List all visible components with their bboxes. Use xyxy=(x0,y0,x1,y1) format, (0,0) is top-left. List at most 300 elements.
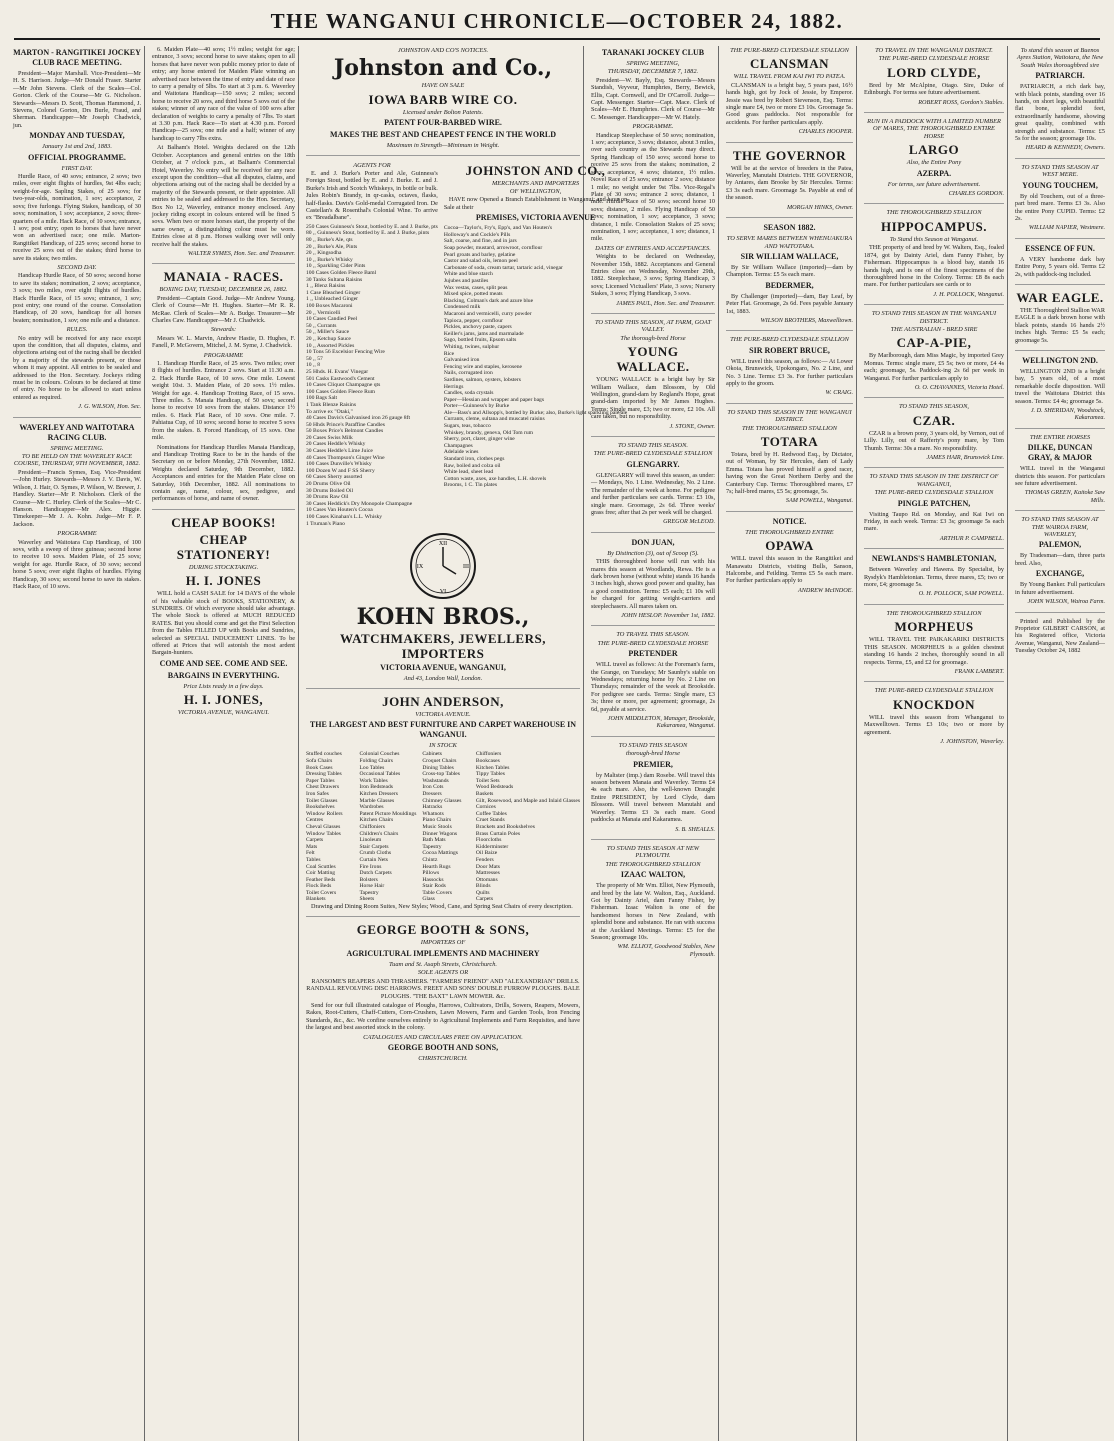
stock-item: 20 ,, Ketchup Sauce xyxy=(306,335,351,342)
booth-sig2: CHRISTCHURCH. xyxy=(418,1054,468,1062)
column-3 xyxy=(303,46,628,1441)
totara-title: TOTARA xyxy=(760,434,819,449)
goods-item: Keiller's jams, jams and marmalade xyxy=(443,330,524,337)
stock-item: 10 Tons 56 Excelsior Fencing Wire xyxy=(306,349,385,356)
stock-item: 1 ,, Blenz Raisins xyxy=(306,283,346,290)
knockdon-title: KNOCKDON xyxy=(893,696,975,712)
stock-item: 10 Cases Cliquot Champagne qts xyxy=(306,382,381,389)
goods-item: Salt, coarse, and fine, and in jars xyxy=(443,238,517,245)
furniture-item: Stair Rods xyxy=(422,883,446,890)
furniture-item: Chimney Glasses xyxy=(422,797,462,804)
furniture-item: Croquet Chairs xyxy=(422,758,457,764)
furniture-item: Carpets xyxy=(306,837,324,844)
booth-addr: Tuam and St. Asaph Streets, Christchurch. xyxy=(388,960,498,968)
morpheus-signature: FRANK LAMBERT. xyxy=(954,667,1004,675)
furniture-item: Occasional Tables xyxy=(359,771,401,778)
furniture-item: Cruet Stands xyxy=(475,817,505,824)
clansman-heading: THE PURE-BRED CLYDESDALE STALLION xyxy=(730,47,849,54)
furniture-item: Kidderminster xyxy=(475,843,509,850)
jones-sig-addr: VICTORIA AVENUE, WANGANUI. xyxy=(177,709,270,717)
stock-item: 30 Drums Boiled Oil xyxy=(306,487,354,494)
paddock-sub: Also, the Entire Pony xyxy=(906,159,962,167)
pingle-text: Visiting Taupo Rd. on Monday, and Kai Iwi on Friday, in each week. Terms: £3 3s; groomage 5s each mare. xyxy=(864,510,1004,533)
goods-item: Ale—Bass's and Allsopp's, bottled by Burke; also, Burke's light sparkling pale ale xyxy=(443,409,628,416)
waverley-programme: PROGRAMME xyxy=(57,530,97,538)
goods-item: Holloway's and Cockle's Pills xyxy=(443,231,511,238)
furniture-item: Dressing Tables xyxy=(306,771,342,778)
capapie-sub: THE AUSTRALIAN - BRED SIRE xyxy=(890,325,978,333)
notice-name: OPAWA xyxy=(765,538,814,554)
first-day: FIRST DAY. xyxy=(61,164,93,172)
jc-makes: MAKES THE BEST AND CHEAPEST FENCE IN THE WORLD xyxy=(330,130,556,140)
totara-ad xyxy=(726,409,853,512)
furniture-item: Cheval Glasses xyxy=(306,823,341,830)
printer-imprint xyxy=(1015,618,1105,661)
marton-ad xyxy=(13,48,141,418)
pingle-ad xyxy=(864,473,1004,549)
wallace-text: YOUNG WALLACE is a bright bay by Sir William Wallace, dam Blossom, by Old Wellington, grand-dam by Regland's Hope, great grand-dam imported by Mr James Hughes. Terms: Single mare, £3; two or more, £2 10s. All care taken, but no responsibility. xyxy=(591,376,715,421)
bedrmer-text: By Challenger (imported)—dam, Bay Leaf, by Peter Flat. Groomage, 2s 6d. Fees payable January 1st, 1883. xyxy=(726,292,853,315)
wallace2-title: SIR WILLIAM WALLACE, xyxy=(740,251,839,261)
furniture-item: Bolsters xyxy=(359,876,378,883)
taranaki-dates-text: Weights to be declared on Wednesday, November 15th, 1882. Acceptances and General Entries close on Wednesday, November 29th, 1882. Steeplechase, 3 sovs; Spring Handicap, 3 sovs; Licensed Victuallers' Plate, 3 sovs; Nursery Stakes, 3 sovs; Flying Handicap, 3 sovs. xyxy=(591,253,715,298)
booth-ad xyxy=(306,922,580,1067)
svg-text:III: III xyxy=(463,564,469,571)
capapie-ad xyxy=(864,310,1004,398)
column-4 xyxy=(588,46,719,1441)
palemon-also: EXCHANGE, xyxy=(1035,569,1085,579)
stock-item: 10 ,, Assorted Pickles xyxy=(306,342,355,349)
furniture-item: Cabinets xyxy=(422,751,442,758)
clyde-heading: TO TRAVEL IN THE WANGANUI DISTRICT. xyxy=(875,47,993,54)
jc2-title: JOHNSTON AND CO., xyxy=(465,162,606,178)
furniture-item: Cornices xyxy=(475,804,496,811)
youngtouchem-text: By old Touchem, out of a three-part bred mare. Terms £3 3s. Also the entire Pony CUPID. Terms: £2 2s. xyxy=(1015,192,1105,222)
knockdon-heading: THE PURE-BRED CLYDESDALE STALLION xyxy=(874,687,994,695)
stock-item: 50 ,, 57 xyxy=(306,355,323,362)
goods-item: White and blue starch xyxy=(443,271,493,278)
goods-item: Candles, soda crystals xyxy=(443,390,494,397)
manaia-title: MANAIA - RACES. xyxy=(163,269,284,285)
furniture-item: Cross-top Tables xyxy=(422,771,460,778)
season-ad xyxy=(726,223,853,331)
furniture-item: Kitchen Dressers xyxy=(359,790,398,797)
furniture-item: Crumb Cloths xyxy=(359,850,392,857)
pretender-heading: TO TRAVEL THIS SEASON. xyxy=(616,631,690,639)
manaia-text: 1. Handicap Hurdle Race, of 25 sovs. Two miles; over 8 flights of hurdles. Entrance 2 sovs. Start at 11.30 a.m. 2. Hack Hurdle Race, of 10 sovs. One mile. Lowest weight 10st. 3. Maiden Plate, of 20 sovs. 1½ miles. Weight for age. 4. Handicap Trotting Race, of 15 sovs. Three miles. 5. Manaia Handicap, of 50 sovs; second horse to receive 10 sovs from the stakes. Distance 1½ miles. 6. Hack Flat Race, of 10 sovs. One mile. 7. Pahiatua Cup, of 10 sovs; second horse to receive 5 sovs from the stakes. 8. Forced Handicap, of 15 sovs. One mile. xyxy=(152,360,295,442)
wallace-ad xyxy=(591,319,715,437)
jones-text: WILL hold a CASH SALE for 14 DAYS of the whole of his valuable stock of BOOKS, STATIONERY, & SUNDRIES. Of which everyone should take advantage. The whole Stock is offered at MUCH REDUCED RATES. But you should come and get the First Selection from the Tables FILLED UP with Books and Sundries, selected as SPECIAL INDUCEMENT LINES. To be offered at Prices that will astonish the most ardent Bargain-hunters. xyxy=(152,590,295,657)
jc2-premises: PREMISES, VICTORIA AVENUE xyxy=(475,213,596,223)
pretender-title: PRETENDER xyxy=(628,649,678,659)
manaia-programme: PROGRAMME xyxy=(203,351,244,359)
stock-item: 10 Cases Candied Peel xyxy=(306,316,358,323)
furniture-item: Horse Hair xyxy=(359,883,385,890)
stock-item: 20 Cases Swiss Milk xyxy=(306,434,353,441)
taranaki-officers: President—W. Bayly, Esq. Stewards—Messrs Standish, Veyveur, Humphries, Berry, Bewick, Ellis, Capt. Cornwell, and Dr O'Carroll. Judge—Capt. Messenger. Starter—Capt. Mace. Clerk of Scales—Mr E. Humphries. Clerk of Course—Mr C. Messenger. Handicapper—Mr W. Hately. xyxy=(591,76,715,121)
furniture-item: Toilet Sets xyxy=(475,777,500,784)
governor-title: THE GOVERNOR xyxy=(732,147,847,163)
jones-come: COME AND SEE. COME AND SEE. xyxy=(159,658,288,668)
goods-item: Cocoa—Taylor's, Fry's, Epp's, and Van Houten's xyxy=(443,225,553,232)
pretender-sub: THE PURE-BRED CLYDESDALE HORSE xyxy=(597,639,709,647)
anderson-stock: IN STOCK xyxy=(429,742,457,749)
war-eagle-ad xyxy=(1015,290,1105,351)
manaia-stewards: Messrs W. L. Marvin, Andrew Hastie, D. Hughes, F. Fanell, P. McGovern, Mitchel, J. M. Syme, J. Chadwick. xyxy=(152,334,295,350)
booth-sub: IMPORTERS OF xyxy=(420,939,466,947)
wallace2-text: By Sir William Wallace (imported)—dam by Champion. Terms: £5 5s each mare. xyxy=(726,263,853,279)
marton-title: MARTON - RANGITIKEI JOCKEY CLUB RACE MEETING. xyxy=(13,48,141,67)
furniture-item: Glass xyxy=(422,896,435,903)
goods-item: Herrings xyxy=(443,383,464,390)
stock-item: 10 Cases Van Houten's Cocoa xyxy=(306,507,373,514)
furniture-item: Gilt, Rosewood, and Maple and Inlaid Glasses xyxy=(475,797,580,804)
second-day: SECOND DAY. xyxy=(57,263,97,271)
morpheus-heading: THE THOROUGHBRED STALLION xyxy=(886,609,982,617)
goods-item: Paper—Hessian and wrapper and paper bags xyxy=(443,396,545,403)
taranaki-signature: JAMES PAUL, Hon. Sec. and Treasurer. xyxy=(616,299,715,307)
governor-signature: MORGAN HINKS, Owner. xyxy=(787,203,853,211)
booth-title: GEORGE BOOTH & SONS, xyxy=(356,922,530,938)
furniture-item: Mattresses xyxy=(475,870,500,877)
stock-item: 100 Cases Golden Fleece Baml xyxy=(306,270,377,277)
robert-title: SIR ROBERT BRUCE, xyxy=(749,345,830,355)
hippo-text: THE property of and bred by W. Walters, Esq., foaled 1874, got by Dainty Ariel, dam Fanny Fisher, by Fisherman. Hippocampus is a blood bay, stands 16 hands high, and is one of the finest specimens of the thoroughbred horse in the Colony. Terms: £8 8s each mare. For further particulars see cards or to xyxy=(864,244,1004,289)
paddock-name: LARGO xyxy=(908,142,960,158)
bedrmer-title: BEDERMER, xyxy=(765,280,814,290)
clansman-text: CLANSMAN is a bright bay, 5 years past, 16½ hands high, got by Jock of Jessie, by Emperor. Jessie was bred by Robert Stevenson, Esq. Terms: single mare £4, two or more £3 10s. Groomage 5s. Good grass paddocks. Not responsible for accidents. For further particulars apply. xyxy=(726,81,853,126)
youngtouchem-signature: WILLIAM NAPIER, Westmere. xyxy=(1028,224,1105,232)
furniture-item: Tippy Tables xyxy=(475,771,505,778)
furniture-item: Iron Safes xyxy=(306,790,329,797)
manaia-officers: President—Captain Good. Judge—Mr Andrew Young. Clerk of Course—Mr H. Hughes. Starter—Mr R. R. McRae. Clerk of Scales—Mr A. Budge. Treasurer—Mr Charles Caw. Handicapper—Mr J. Chadwick. xyxy=(152,294,295,324)
kohn-sub: WATCHMAKERS, JEWELLERS, IMPORTERS xyxy=(340,631,546,662)
anderson-sub: THE LARGEST AND BEST FURNITURE AND CARPET WAREHOUSE IN WANGANUI. xyxy=(309,720,577,739)
clansman-title: CLANSMAN xyxy=(749,56,830,72)
hambletonian-title: NEWLANDS'S HAMBLETONIAN, xyxy=(871,554,997,564)
goods-item: Cotton waste, axes, axe handles, L.H. shovels xyxy=(443,475,547,482)
booth-sub2: AGRICULTURAL IMPLEMENTS AND MACHINERY xyxy=(346,948,540,958)
glengarry-sub: THE PURE-BRED CLYDESDALE STALLION xyxy=(593,450,713,458)
furniture-item: Chest Drawers xyxy=(306,784,340,791)
goods-item: Wax vestas, cases, split peas xyxy=(443,284,508,291)
second-day-text: Handicap Hurdle Race, of 50 sovs; second horse to save its stakes; nomination, 2 sovs; acceptance, 3 sovs; two miles, over eight flights of hurdles. Hack Hurdle Race, of 15 sovs; entrance, 1 sov; post entry; one round of the course. Consolation Handicap, of 20 sovs, handicap for all horses beaten; nomination, 1 sov; one mile and a distance. xyxy=(13,272,141,324)
stock-item: 10 ,, 8 xyxy=(306,362,320,369)
waverley-ad xyxy=(13,423,141,597)
furniture-item: Ottomans xyxy=(475,876,498,883)
goods-item: Sugars, teas, tobacco xyxy=(443,423,491,430)
furniture-item: Window Tables xyxy=(306,830,341,837)
knockdon-ad xyxy=(864,687,1004,751)
taranaki-programme: PROGRAMME. xyxy=(632,123,674,131)
glengarry-signature: GREGOR McLEOD. xyxy=(663,518,715,526)
booth-agents: SOLE AGENTS OR xyxy=(417,969,469,977)
stock-item: 80 ,, Burke's Ale, qts xyxy=(306,237,353,244)
hippo-signature: J. H. POLLOCK, Wanganui. xyxy=(933,290,1004,298)
furniture-item: Cocoa Mattings xyxy=(422,850,458,857)
columns xyxy=(10,46,1104,1441)
dilke-text: WILL travel in the Wanganui districts this season. For particulars see future advertisement. xyxy=(1015,465,1105,488)
wallace-title: YOUNG WALLACE. xyxy=(616,344,690,375)
jc-wire: IOWA BARB WIRE CO. xyxy=(368,91,518,107)
glengarry-heading: TO STAND THIS SEASON. xyxy=(617,442,689,450)
stock-item: 20 ,, Kingsodha xyxy=(306,250,342,257)
booth-text: Send for our full illustrated catalogue of Ploughs, Harrows, Cultivators, Drills, Sowers, Reapers, Mowers, Rakes, Root-Cutters, Chaff-Cutters, Corn-Crushers, Lawn Mowers, Farm and Garden Tools, Iron Fencing Standards, &c., &c. We confine ourselves entirely to Agricultural Implements and Farm Requisites, and have the largest and best assorted stock in the colony. xyxy=(306,1001,580,1032)
governor-ad xyxy=(726,148,853,218)
stock-list xyxy=(306,224,438,422)
agents-text: E. and J. Burke's Porter and Ale, Guinness's Foreign Stout, bottled by E. and J. Burke. E. and J. Burke's Irish and Scotch Whiskeys, in bottle or bulk. Jules Robin's Brandy, in qr-casks, octaves, flasks, half-flasks. Davis's Gold-medal Corrugated Iron. De Castellan's & Rosenthal's Colonial Wine. To arrive ex "Breadalbane". xyxy=(306,170,438,222)
furniture-item: Chintz xyxy=(422,856,438,863)
stock-item: 501 Casks Eastwood's Cement xyxy=(306,375,375,382)
furniture-item: Oil Baize xyxy=(475,850,498,857)
capapie-text: By Marlborough, dam Miss Magic, by imported Grey Momus. Terms: single mare, £5 5s; two or more, £4 4s each; groomage, 5s. Paddock-ing 2s 6d per week in Wanganui. For further particulars apply to xyxy=(864,352,1004,382)
waverley-scales: At Balham's Hotel. Weights declared on the 12th October. Acceptances and general entries on the 18th October, at 7 o'clock p.m., at Balham's Commercial Hotel, Waverley. No entry will be received for any race except upon the condition—that all disputes, claims, and objections arising out of the racing shall be decided by a majority of the Stewards present, or their appointee. All entries to be sealed and addressed to the Hon. Secretary, Box No 12, Waverley, entrance money enclosed. Any jockey riding except in colours entered will be fined 5 sovs. When two or more horses start, the property of the same owner, a distinguishing colour must be worn. Entries close at 8 p.m. Horses walking over will only receive half the stakes. xyxy=(152,144,295,248)
waverley-intro: 6. Maiden Plate—40 sovs; 1½ miles; weight for age; entrance, 3 sovs; second horse to save stakes; open to all horses that have never won public money prior to date of entry; any horse entered for Maiden Plate winning an advertised race between the time of entry and date of race to carry a penalty of 5lbs. To start at 3 p.m. 6. Waverley and Waitotara Handicap—150 sovs; 2 miles; second horse to receive 20 sovs, and third horse 5 sovs out of the stakes; winner of any race of the value of 100 sovs after declaration of weights to carry a penalty of 7lbs. To start at 3.30 p.m. Hack Race—To start at 4.30 p.m. Forced Handicap—25 sovs; one mile and a half; winner of any handicap to carry 7lbs extra. xyxy=(152,46,295,142)
clansman-ad xyxy=(726,47,853,143)
kohn-addr2: And 43, London Wall, London. xyxy=(403,675,483,683)
wallace-signature: J. STONE, Owner. xyxy=(669,422,715,430)
furniture-item: Fenders xyxy=(475,856,494,863)
season-title: SEASON 1882. xyxy=(763,223,816,233)
taranaki-dates: DATES OF ENTRIES AND ACCEPTANCES. xyxy=(595,244,711,252)
essence-title: ESSENCE OF FUN. xyxy=(1025,243,1095,253)
hippo-ad xyxy=(864,209,1004,305)
furniture-item: Brackets and Bookshelves xyxy=(475,823,535,830)
johnston-two-col xyxy=(306,161,628,528)
column-7 xyxy=(1012,46,1108,1441)
furniture-item: Tapestry xyxy=(359,889,379,896)
agents-heading: AGENTS FOR xyxy=(353,161,391,169)
furniture-item: Dutch Carpets xyxy=(359,870,392,877)
robert-ad xyxy=(726,336,853,403)
stock-item: 50 Boxes Price's Belmont Candles xyxy=(306,428,384,435)
goods-item: Standard iron, clothes pegs xyxy=(443,456,505,463)
paddock-ad xyxy=(864,118,1004,204)
czar-ad xyxy=(864,403,1004,468)
clock-icon xyxy=(408,531,478,601)
goods-item: Macaroni and vermicelli, curry powder xyxy=(443,310,532,317)
stationery-title: CHEAP STATIONERY! xyxy=(176,531,271,562)
stock-item: 80 ,, Guinness's Stout, bottled by E. and J. Burke, pints xyxy=(306,230,430,237)
furniture-item: Dining Tables xyxy=(422,764,454,771)
stock-item: 25 Hhds. H. Evans' Vinegar xyxy=(306,368,369,375)
furniture-item: Centres xyxy=(306,817,324,824)
furniture-item: Toilet Covers xyxy=(306,889,337,896)
furniture-item: Chiffoniers xyxy=(359,823,385,830)
furniture-item: Sheets xyxy=(359,896,375,903)
svg-text:IX: IX xyxy=(416,564,424,571)
johnston-wire-ad xyxy=(306,56,580,155)
plymouth-sub: THE THOROUGHBRED STALLION xyxy=(605,860,701,868)
totara-signature: SAM POWELL, Wanganui. xyxy=(785,497,853,505)
clansman-signature: CHARLES HOOPER. xyxy=(798,128,853,136)
goods-item: Whiting, twines, sulphur xyxy=(443,343,500,350)
manaia-notes: Nominations for Handicap Hurdles Manaia Handicap, and Handicap Trotting Race to be in the hands of the Secretary on or before Monday, 27th November, 1882. Weights declared Saturday, 9th December, 1882. Acceptances and entries for the Maiden Plate close on Saturday, 16th December, 1882. All nominations to contain age, name, colour, sex, pedigree, and performances of horse, and name of owner. xyxy=(152,443,295,503)
essence-ad xyxy=(1015,244,1105,285)
wallace-heading: TO STAND THIS SEASON, AT FARM, GOAT VALLEY. xyxy=(594,319,712,334)
stock-item: 30 Cases Heddick's Dry Monopole Champagne xyxy=(306,500,413,507)
season-text: TO SERVE MARES BETWEEN WHENUAKURA AND WAITOTARA. xyxy=(726,235,853,250)
hambletonian-signature: O. H. POLLOCK, SAM POWELL. xyxy=(918,590,1004,598)
furniture-item: Hearth Rugs xyxy=(422,863,451,870)
kohn-addr: VICTORIA AVENUE, WANGANUI, xyxy=(380,663,506,673)
pretender-text: WILL travel as follows: At the Foreman's farm, the Grange, on Tuesdays; Mr Saunby's stable on Wednesdays; returning home by No. 2 Line on Thursdays; remainder of the week at Brookside. For pedigree see cards. Terms: Single mare, £3 3s; three or more, per agreement; groomage, 2s 6d, payable at service. xyxy=(591,661,715,713)
hambletonian-text: Between Waverley and Hawera. By Specialist, by Rysdyk's Hambletonian. Terms, three mares, £5; two or more, £4; groomage 5s. xyxy=(864,566,1004,589)
furniture-item: Blankets xyxy=(306,896,326,903)
marton-officers: President—Major Marshall. Vice-President—Mr H. S. Harrison. Judge—Mr Donald Fraser. Starter—Mr John Stevens. Clerk of the Scales—Col. Gorton. Clerk of the Course—Mr G. Nicholson. Stewards—Messrs D. Scott, Thomas Hammond, J. Stevens, Colonel Gorton, Drs Burle, Fraud, and Sherman. Handicapper—Mr Joseph Chadwick, jun. xyxy=(13,70,141,129)
goods-item: Jujubes and pastiles xyxy=(443,278,489,284)
jc2-text: HAVE now Opened a Branch Establishment in Wanganui; and have on Sale at their xyxy=(443,196,628,211)
furniture-item: Coffee Tables xyxy=(475,810,507,817)
taranaki-text: Handicap Steeplechase of 50 sovs; nomination, 1 sov; acceptance, 3 sovs; distance, about 3 miles, over such country as the Stewards may direct. Spring Handicap of 150 sovs; second horse to receive 25 sovs from the stakes; nomination, 2 sovs; acceptance, 4 sovs; distance, 1½ miles. Novel Race of 25 sovs; entrance 2 sovs; distance 1 mile; no weight under 9st 7lbs. Vice-Regal's Plate of 30 sovs; entrance 2 sovs; distance, 1 mile. Hurdle Race of 50 sovs; second horse 10 sovs; distance, 2 miles. Flying Handicap of 50 sovs; nomination, 1 sov; acceptance, 3 sovs; distance, 1 mile. Consolation Stakes of 25 sovs; nomination, 1 sov; acceptance, 1 sov; distance, 1 mile. xyxy=(591,131,715,243)
goods-item: Whiskey, brandy, geneva, Old Tom rum xyxy=(443,429,534,436)
clyde-ad xyxy=(864,47,1004,113)
stock-item: 100 Cases Dunville's Whisky xyxy=(306,461,372,468)
furniture-item: Coal Scuttles xyxy=(306,863,336,870)
premier-title: PREMIER, xyxy=(633,759,673,769)
programme-heading: OFFICIAL PROGRAMME. xyxy=(28,152,126,162)
furniture-item: Hatracks xyxy=(422,804,443,811)
stock-item: 1 Case Bleached Ginger xyxy=(306,289,361,296)
notices-heading: JOHNSTON AND CO'S NOTICES. xyxy=(397,47,489,54)
donjuan-sub: By Distinction (3), out of Scoop (5). xyxy=(607,549,699,557)
anderson-addr: VICTORIA AVENUE. xyxy=(415,710,471,718)
marton-signature: J. G. WILSON, Hon. Sec. xyxy=(78,403,141,411)
waverley-officers: President—Francis Symes, Esq. Vice-President—John Hurley. Stewards—Messrs J. V. Davis, W. Wilson, J. Hair, O. Symes, P. Wilson, W. Brewer, J. Handley. Starter—Mr P. Nicholson. Clerk of the Course—Mr C. Hurley. Clerk of the Scales—Mr C. Hanson. Handicapper—Mr Alex. Higgie. Timekeeper—Mr J. A. Kohn. Judge—Mr F. P. Jackson. xyxy=(13,468,141,528)
wellington-text: WELLINGTON 2ND is a bright bay, 5 years old, of a most remarkable docile disposition. Will travel the Waitotara District this season. Terms: £4 4s; groomage 5s. xyxy=(1015,367,1105,405)
stock-item: 10 ,, Sparkling Cider Pints xyxy=(306,263,366,270)
taranaki-ad xyxy=(591,48,715,314)
jc-patent: PATENT FOUR-BARBED WIRE. xyxy=(384,118,502,128)
kohn-title: KOHN BROS., xyxy=(356,604,530,631)
youngtouchem-ad xyxy=(1015,164,1105,239)
youngtouchem-heading: TO STAND THIS SEASON AT WEST MERE. xyxy=(1021,163,1099,179)
morpheus-ad xyxy=(864,610,1004,682)
kohn-ad xyxy=(306,605,580,688)
clyde-sub: THE PURE-BRED CLYDESDALE HORSE xyxy=(878,55,990,63)
czar-text: CZAR is a brown pony, 3 years old, by Vernon, out of Lilly. Lilly, out of Rafferty's pony mare, by Tom Thumb. Terms: 30s a mare. No responsibility. xyxy=(864,429,1004,452)
furniture-item: Colonial Couches xyxy=(359,751,400,758)
pretender-signature: JOHN MIDDLETON, Manager, Brookside, Kakaramea, Wanganui. xyxy=(607,715,715,730)
furniture-item: Tapestry xyxy=(422,843,442,850)
jones-price: Price Lists ready in a few days. xyxy=(183,682,264,690)
goods-item: Brooms, 1 C. Tin plates xyxy=(443,482,497,489)
glengarry-text: GLENGARRY will travel this season, as under:— Mondays, No. 1 Line. Wednesday, No. 2 Line. The remainder of the week at home. For pedigree and further particulars see cards. Terms: £3 10s, single mare. Groomage, 2s 6d. Three weeks' grass free; after that 2s per week will be charged. xyxy=(591,471,715,516)
stock-item: 1 ,, Unbleached Ginger xyxy=(306,296,359,303)
jc-title: Johnston and Co., xyxy=(333,55,553,82)
rules-text: No entry will be received for any race except upon the condition, that all disputes, claims, and objections arising out of the racing shall be decided by a majority of the stewards present, or those whom it may appoint. All entries to be sealed and addressed to the Hon. Secretary. Jockeys riding must be in colours. Colours to be declared at time of entry. No horse to be allowed to start unless entered as required. xyxy=(13,334,141,401)
goods-item: Galvanised iron xyxy=(443,357,480,364)
jc2-sub2: OF WELLINGTON, xyxy=(509,188,562,196)
goods-item: Tapioca, pepper, cornflour xyxy=(443,317,503,324)
furniture-item: Brass Curtain Poles xyxy=(475,830,521,837)
jc2-sub: MERCHANTS AND IMPORTERS xyxy=(491,179,580,187)
furniture-item: Iron Bedsteads xyxy=(359,784,393,791)
marton-dates-sub: January 1st and 2nd, 1883. xyxy=(42,143,112,151)
furniture-item: Stuffed couches xyxy=(306,751,342,758)
waverley-text: Waverley and Waitotara Cup Handicap, of 100 sovs, with a sweep of three guineas; second horse to receive 10 sovs. Maiden Plate, of 25 sovs; weight for age. Hurdle Race, of 30 sovs; second horse 5 sovs; over eight flights of hurdles. Flying Handicap, 30 sovs; second horse to save its stakes. Hack Race, of 10 sovs. xyxy=(13,538,141,590)
goods-item: Champagnes xyxy=(443,442,473,449)
jones-sig-name: H. I. JONES, xyxy=(183,692,264,708)
goods-item: Castor and salad oils, lemon peel xyxy=(443,258,518,265)
agents-column xyxy=(306,161,438,528)
furniture-item: Stair Carpets xyxy=(359,843,389,850)
stock-item: 100 Bags Salt xyxy=(306,395,338,402)
anderson-title: JOHN ANDERSON, xyxy=(382,693,504,709)
furniture-item: Linoleum xyxy=(359,837,382,844)
furniture-item: Baskets xyxy=(475,790,494,797)
paddock-text: RUN IN A PADDOCK WITH A LIMITED NUMBER OF MARES, THE THOROUGHBRED ENTIRE HORSE xyxy=(867,118,1001,140)
war-eagle-title: WAR EAGLE. xyxy=(1016,289,1104,305)
stock-item: 20 Drums Olive Oil xyxy=(306,481,351,488)
paddock-pony: AZERPA. xyxy=(916,168,952,178)
donjuan-ad xyxy=(591,538,715,627)
palemon-text: By Tradesman—dam, three parts bred. Also, xyxy=(1015,552,1105,567)
jc-sale: HAVE ON SALE xyxy=(421,82,465,90)
dilke-heading: THE ENTIRE HORSES xyxy=(1029,433,1091,441)
morpheus-title: MORPHEUS xyxy=(894,619,974,635)
goods-item: Sago, bottled fruits, Epsom salts xyxy=(443,337,517,344)
furniture-item: Dressers xyxy=(422,790,442,797)
clock-illustration xyxy=(306,531,580,601)
furniture-item: Kitchen Chairs xyxy=(359,817,394,824)
stock-item: 10 ,, Burke's Whisky xyxy=(306,256,353,263)
hippo-sub: To Stand this Season at Wanganui. xyxy=(889,235,979,243)
stock-item: 100 Cases Kinahan's L.L. Whisky xyxy=(306,514,383,520)
war-eagle-text: THE Thoroughbred Stallion WAR EAGLE is a dark brown horse with black points, stands 16 hands 2½ inches high. Terms: £5 5s each; groomage 5s. xyxy=(1015,306,1105,344)
clyde-signature: ROBERT ROSS, Gordon's Stables. xyxy=(918,98,1004,106)
goods-item: Soap powder, mustard, arrowroot, cornflour xyxy=(443,245,543,252)
czar-title: CZAR. xyxy=(912,412,956,428)
furniture-item: Piano Chairs xyxy=(422,817,452,824)
pretender-ad xyxy=(591,631,715,736)
stock-item: 100 Dozen W and F SS Sherry xyxy=(306,467,375,474)
furniture-item: Loo Tables xyxy=(359,764,385,771)
plymouth-signature: WM. ELLIOT, Goodwood Stables, New Plymouth. xyxy=(617,943,715,958)
goods-item: Carbonate of soda, cream tartar, tartaric acid, vinegar xyxy=(443,264,563,271)
stock-item: 30 Cases Heddle's Lime Juice xyxy=(306,448,373,455)
robert-signature: W. CRAIG. xyxy=(825,389,853,397)
goods-item: Porter—Guinness's by Burke xyxy=(443,403,510,410)
premier-signature: S. B. SHEALLS. xyxy=(675,825,715,833)
goods-item: Currants, cleme, sultana and muscatel raisins xyxy=(443,416,545,423)
hippo-heading: THE THOROUGHBRED STALLION xyxy=(886,209,982,217)
anderson-items xyxy=(306,751,580,903)
furniture-item: Dinner Wagons xyxy=(422,830,458,837)
stock-item: 50 ,, Currants xyxy=(306,322,337,329)
dilke-ad xyxy=(1015,434,1105,511)
furniture-item: Bookshelves xyxy=(306,804,335,811)
dilke-signature: THOMAS GREEN, Kaitoke Saw Mills. xyxy=(1024,489,1105,504)
furniture-item: Iron Cots xyxy=(422,784,444,791)
anderson-footer: Drawing and Dining Room Suites, New Styles; Wood, Cane, and Spring Seat Chairs of every description. xyxy=(311,903,573,911)
furniture-item: Tables xyxy=(306,856,321,863)
waverley-title: WAVERLEY AND WAITOTARA RACING CLUB. xyxy=(19,422,135,442)
robert-heading: THE PURE-BRED CLYDESDALE STALLION xyxy=(730,336,849,344)
stock-item: 100 Cases Golden Fleece Rum xyxy=(306,388,375,395)
premier-heading: TO STAND THIS SEASON xyxy=(618,741,688,749)
palemon-ad xyxy=(1015,516,1105,612)
stock-item: To arrive ex "Otaki," xyxy=(306,408,353,415)
notice-text: WILL travel this season in the Rangitikei and Manawatu Districts, visiting Bulls, Sanson, Halcombe, and Feilding. Terms £5 5s each mare. For further particulars apply to xyxy=(726,555,853,585)
furniture-item: Curtain Nets xyxy=(359,856,388,863)
wellington-signature: J. D. SHERIDAN, Woodstock, Kakaramea. xyxy=(1030,407,1105,422)
books-sub: DURING STOCKTAKING. xyxy=(188,563,259,571)
goods-item: Rice xyxy=(443,350,455,357)
palemon-title: PALEMON, xyxy=(1038,540,1082,550)
pingle-title: PINGLE PATCHEN, xyxy=(897,498,971,508)
goods-item: Blacking, Colman's dark and azure blue xyxy=(443,297,534,304)
